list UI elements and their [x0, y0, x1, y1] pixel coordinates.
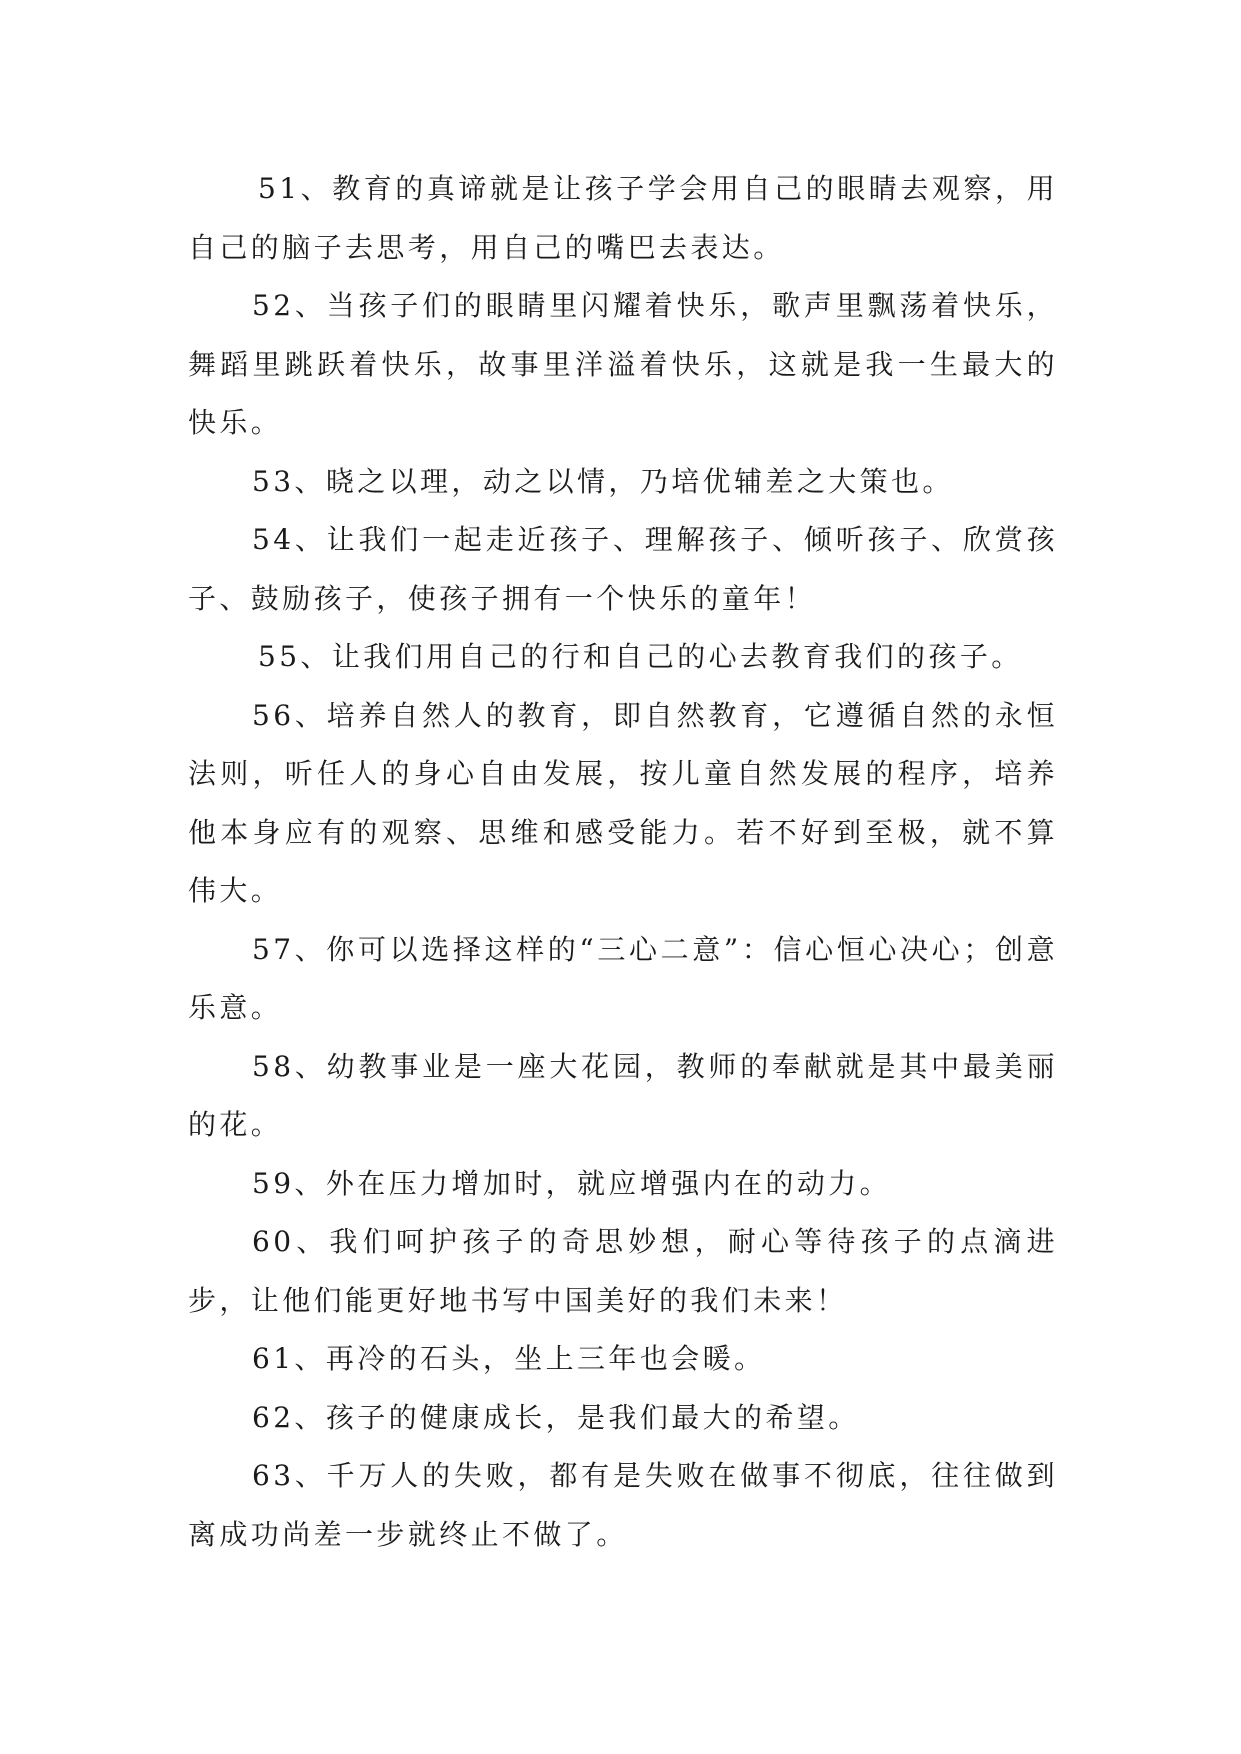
paragraph-53: 53、晓之以理，动之以情，乃培优辅差之大策也。 [252, 464, 954, 498]
paragraph-60: 60、我们呵护孩子的奇思妙想，耐心等待孩子的点滴进步，让他们能更好地书写中国美好的我们未来！ [188, 1225, 1058, 1317]
paragraph-52: 52、当孩子们的眼睛里闪耀着快乐，歌声里飘荡着快乐，舞蹈里跳跃着快乐，故事里洋溢着快乐，这就是我一生最大的快乐。 [188, 289, 1058, 439]
paragraph-63: 63、千万人的失败，都有是失败在做事不彻底，往往做到离成功尚差一步就终止不做了。 [188, 1459, 1058, 1551]
paragraph-56: 56、培养自然人的教育，即自然教育，它遵循自然的永恒法则，听任人的身心自由发展，按儿童自然发展的程序，培养他本身应有的观察、思维和感受能力。若不好到至极，就不算伟大。 [188, 698, 1058, 907]
paragraph-59: 59、外在压力增加时，就应增强内在的动力。 [252, 1166, 892, 1200]
paragraph-58: 58、幼教事业是一座大花园，教师的奉献就是其中最美丽的花。 [188, 1049, 1058, 1141]
paragraph-62: 62、孩子的健康成长，是我们最大的希望。 [252, 1400, 860, 1434]
document-body [188, 160, 1058, 1564]
paragraph-54: 54、让我们一起走近孩子、理解孩子、倾听孩子、欣赏孩子、鼓励孩子，使孩子拥有一个快乐的童年！ [188, 523, 1058, 615]
paragraph-61: 61、再冷的石头，坐上三年也会暖。 [252, 1342, 766, 1375]
paragraph-55: 55、让我们用自己的行和自己的心去教育我们的孩子。 [258, 640, 1023, 673]
paragraph-51: 51、教育的真谛就是让孩子学会用自己的眼睛去观察，用自己的脑子去思考，用自己的嘴巴去表达。 [188, 172, 1058, 264]
paragraph-57: 57、你可以选择这样的“三心二意”：信心恒心决心；创意乐意。 [188, 932, 1058, 1024]
